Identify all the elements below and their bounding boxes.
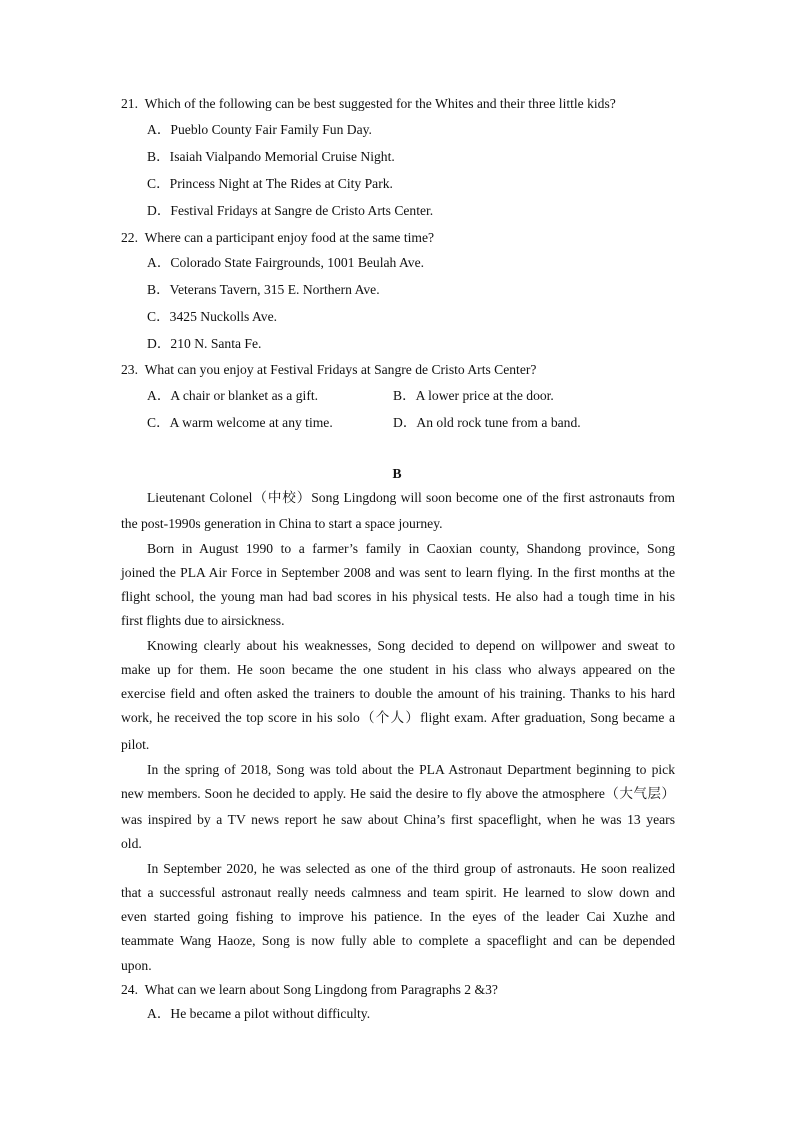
question-number: 23. — [121, 362, 138, 377]
option-letter: B． — [393, 388, 416, 403]
option-letter: A． — [147, 122, 171, 137]
passage-line: make up for them. He soon became the one student in his class who always appeared on the — [121, 662, 675, 677]
option-22-b — [147, 282, 380, 298]
option-text: Isaiah Vialpando Memorial Cruise Night. — [169, 149, 395, 164]
passage-line: new members. Soon he decided to apply. He said the desire to fly above the atmosphere（大气层） — [121, 786, 675, 801]
passage-line: work, he received the top score in his solo（个人）flight exam. After graduation, Song became a — [121, 710, 675, 725]
option-text: Colorado State Fairgrounds, 1001 Beulah Ave. — [170, 255, 425, 270]
question-text: What can we learn about Song Lingdong from Paragraphs 2 &3? — [144, 982, 498, 997]
option-letter: C． — [147, 415, 170, 430]
passage-line: pilot. — [121, 737, 150, 752]
passage-line: Lieutenant Colonel（中校）Song Lingdong will soon become one of the first astronauts from — [147, 490, 675, 505]
option-letter: C． — [147, 309, 170, 324]
option-letter: D． — [393, 415, 417, 430]
option-letter: C． — [147, 176, 170, 191]
passage-line: that a successful astronaut really needs calmness and team spirit. He learned to slow down and — [121, 885, 675, 900]
option-23-d — [393, 415, 581, 431]
option-text: Veterans Tavern, 315 E. Northern Ave. — [169, 282, 380, 297]
passage-line: even started going fishing to improve his patience. In the eyes of the leader Cai Xuzhe and — [121, 909, 675, 924]
section-heading: B — [392, 466, 402, 481]
option-text: 210 N. Santa Fe. — [170, 336, 262, 351]
question-number: 22. — [121, 230, 138, 245]
option-letter: A． — [147, 255, 171, 270]
option-letter: A． — [147, 1006, 171, 1021]
passage-line: exercise field and often asked the trainers to double the amount of his training. Thanks to his hard — [121, 686, 675, 701]
option-letter: B． — [147, 282, 170, 297]
question-number: 24. — [121, 982, 138, 997]
option-24-a — [147, 1006, 370, 1022]
question-23 — [121, 362, 536, 378]
passage-line: In September 2020, he was selected as one of the third group of astronauts. He soon realized — [147, 861, 675, 876]
passage-line: old. — [121, 836, 142, 851]
passage-line: Born in August 1990 to a farmer’s family in Caoxian county, Shandong province, Song — [147, 541, 675, 556]
option-letter: B． — [147, 149, 170, 164]
option-text: An old rock tune from a band. — [416, 415, 581, 430]
passage-line: first flights due to airsickness. — [121, 613, 285, 628]
passage-line: was inspired by a TV news report he saw about China’s first spaceflight, when he was 13 years — [121, 812, 675, 827]
question-text: What can you enjoy at Festival Fridays at Sangre de Cristo Arts Center? — [144, 362, 537, 377]
question-21 — [121, 96, 616, 112]
option-text: Princess Night at The Rides at City Park. — [169, 176, 393, 191]
option-22-d — [147, 336, 261, 352]
option-23-c — [147, 415, 333, 431]
option-letter: D． — [147, 203, 171, 218]
option-text: Pueblo County Fair Family Fun Day. — [170, 122, 372, 137]
option-21-d — [147, 203, 433, 219]
question-text: Where can a participant enjoy food at the same time? — [144, 230, 435, 245]
option-text: 3425 Nuckolls Ave. — [169, 309, 278, 324]
passage-line: flight school, the young man had bad scores in his physical tests. He also had a tough time in his — [121, 589, 675, 604]
passage-line: the post-1990s generation in China to start a space journey. — [121, 516, 443, 531]
option-21-b — [147, 149, 395, 165]
option-text: A lower price at the door. — [415, 388, 554, 403]
passage-line: joined the PLA Air Force in September 2008 and was sent to learn flying. In the first months at the — [121, 565, 675, 580]
option-22-a — [147, 255, 424, 271]
option-23-a — [147, 388, 318, 404]
option-text: A warm welcome at any time. — [169, 415, 333, 430]
passage-line: upon. — [121, 958, 152, 973]
option-21-a — [147, 122, 372, 138]
option-text: He became a pilot without difficulty. — [170, 1006, 371, 1021]
option-22-c — [147, 309, 277, 325]
passage-line: teammate Wang Haoze, Song is now fully able to complete a spaceflight and can be depended — [121, 933, 675, 948]
question-number: 21. — [121, 96, 138, 111]
question-text: Which of the following can be best suggested for the Whites and their three little kids? — [144, 96, 616, 111]
question-22 — [121, 230, 434, 246]
question-24 — [121, 982, 498, 998]
option-23-b — [393, 388, 554, 404]
option-21-c — [147, 176, 393, 192]
option-letter: A． — [147, 388, 171, 403]
option-letter: D． — [147, 336, 171, 351]
passage-line: Knowing clearly about his weaknesses, Song decided to depend on willpower and sweat to — [147, 638, 675, 653]
passage-line: In the spring of 2018, Song was told about the PLA Astronaut Department beginning to pick — [147, 762, 675, 777]
option-text: A chair or blanket as a gift. — [170, 388, 319, 403]
option-text: Festival Fridays at Sangre de Cristo Arts Center. — [170, 203, 434, 218]
